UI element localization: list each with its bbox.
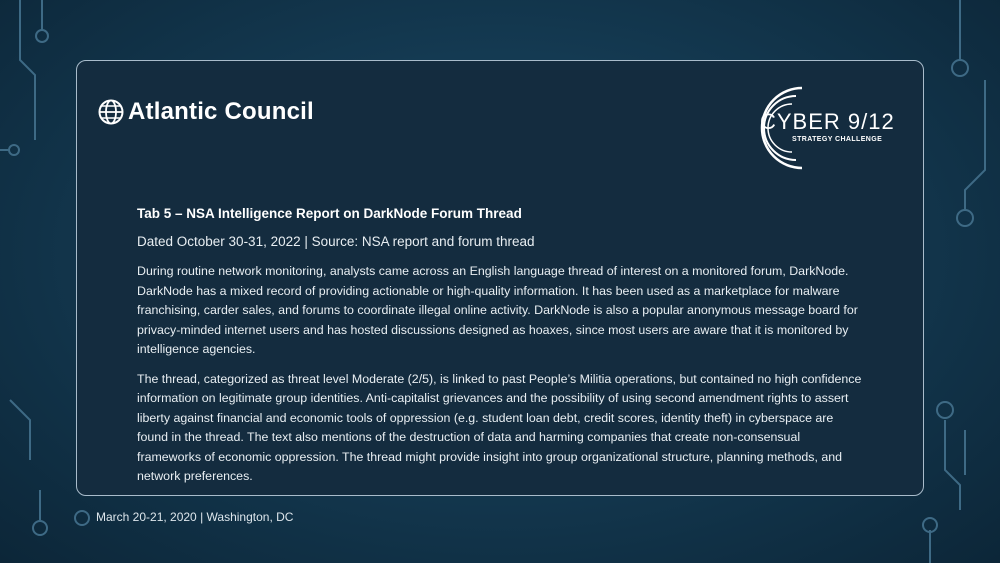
report-content [137, 206, 867, 497]
report-paragraph-2: The thread, categorized as threat level Moderate (2/5), is linked to past People’s Militia operations, but contained no high confidence information on legitimate group identities. Anti-capitalist grievances and the possibility of using second amendment rights to assert liberty against financial and economic tools of oppression (e.g. student loan debt, credit scores, identity theft) in cyberspace are found in the thread. The text also mentions of the destruction of data and harming companies that create non-consensual frameworks of economic oppression. The thread might provide insight into group organizational structure, planning methods, and network preferences. [137, 371, 862, 483]
cyber-title: CYBER 9/12 [760, 109, 895, 134]
cyber-subtitle: STRATEGY CHALLENGE [792, 136, 883, 143]
report-dated-line: Dated October 30-31, 2022 | Source: NSA report and forum thread [137, 234, 535, 249]
report-paragraph-1: During routine network monitoring, analysts came across an English language thread of interest on a monitored forum, DarkNode. DarkNode has a mixed record of providing actionable or high-quality information. It has been used as a marketplace for malware franchising, carder sales, and forums to coordinate illegal online activity. DarkNode is also a popular anonymous message board for privacy-minded internet users and has hosted discussions designed as hoaxes, since most users are aware that it is monitored by intelligence agencies. [137, 264, 858, 356]
atlantic-council-logo [98, 98, 314, 126]
report-title: Tab 5 – NSA Intelligence Report on DarkNode Forum Thread [137, 206, 522, 221]
footer-date-location: March 20-21, 2020 | Washington, DC [96, 510, 294, 524]
globe-icon [98, 99, 124, 125]
cyber-912-logo [740, 80, 900, 176]
org-name: Atlantic Council [128, 98, 314, 125]
